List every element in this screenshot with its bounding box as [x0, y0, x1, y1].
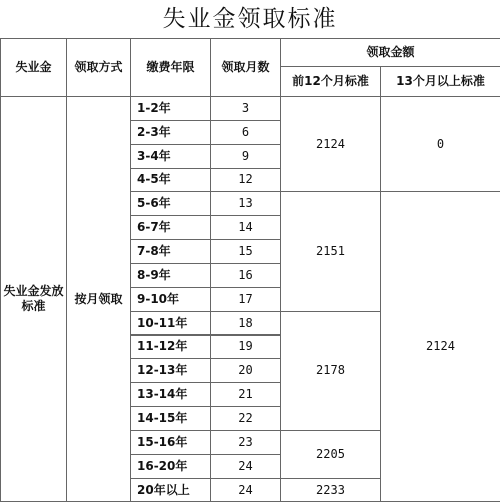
years-cell: 2-3年 — [130, 120, 211, 145]
header-category: 失业金 — [0, 38, 67, 97]
months-cell: 19 — [210, 335, 281, 360]
months-cell: 12 — [210, 168, 281, 193]
months-cell: 20 — [210, 358, 281, 383]
months-cell: 24 — [210, 454, 281, 479]
months-cell: 17 — [210, 287, 281, 312]
months-cell: 22 — [210, 406, 281, 431]
months-cell: 13 — [210, 191, 281, 216]
months-cell: 3 — [210, 96, 281, 121]
first12-amount-cell: 2124 — [280, 96, 381, 192]
after13-amount-cell: 0 — [380, 96, 500, 192]
years-cell: 7-8年 — [130, 239, 211, 264]
months-cell: 24 — [210, 478, 281, 502]
months-cell: 15 — [210, 239, 281, 264]
header-years: 缴费年限 — [130, 38, 211, 97]
months-cell: 23 — [210, 430, 281, 455]
page-title: 失业金领取标准 — [162, 6, 338, 32]
years-cell: 5-6年 — [130, 191, 211, 216]
months-cell: 21 — [210, 382, 281, 407]
first12-amount-cell: 2233 — [280, 478, 381, 502]
years-cell: 14-15年 — [130, 406, 211, 431]
category-cell: 失业金发放标准 — [0, 96, 67, 502]
header-first12: 前12个月标准 — [280, 66, 381, 97]
years-cell: 11-12年 — [130, 335, 211, 360]
years-cell: 6-7年 — [130, 215, 211, 240]
years-cell: 8-9年 — [130, 263, 211, 288]
months-cell: 9 — [210, 144, 281, 169]
header-amount: 领取金额 — [280, 38, 500, 67]
months-cell: 16 — [210, 263, 281, 288]
first12-amount-cell: 2151 — [280, 191, 381, 311]
years-cell: 12-13年 — [130, 358, 211, 383]
years-cell: 15-16年 — [130, 430, 211, 455]
years-cell: 1-2年 — [130, 96, 211, 121]
years-cell: 3-4年 — [130, 144, 211, 169]
months-cell: 18 — [210, 311, 281, 336]
years-cell: 16-20年 — [130, 454, 211, 479]
months-cell: 14 — [210, 215, 281, 240]
after13-amount-cell: 2124 — [380, 191, 500, 502]
years-cell: 13-14年 — [130, 382, 211, 407]
years-cell: 4-5年 — [130, 168, 211, 193]
header-after13: 13个月以上标准 — [380, 66, 500, 97]
months-cell: 6 — [210, 120, 281, 145]
years-cell: 10-11年 — [130, 311, 211, 336]
years-cell: 9-10年 — [130, 287, 211, 312]
first12-amount-cell: 2205 — [280, 430, 381, 479]
years-cell: 20年以上 — [130, 478, 211, 502]
method-cell: 按月领取 — [66, 96, 131, 502]
header-method: 领取方式 — [66, 38, 131, 97]
header-months: 领取月数 — [210, 38, 281, 97]
first12-amount-cell: 2178 — [280, 311, 381, 431]
